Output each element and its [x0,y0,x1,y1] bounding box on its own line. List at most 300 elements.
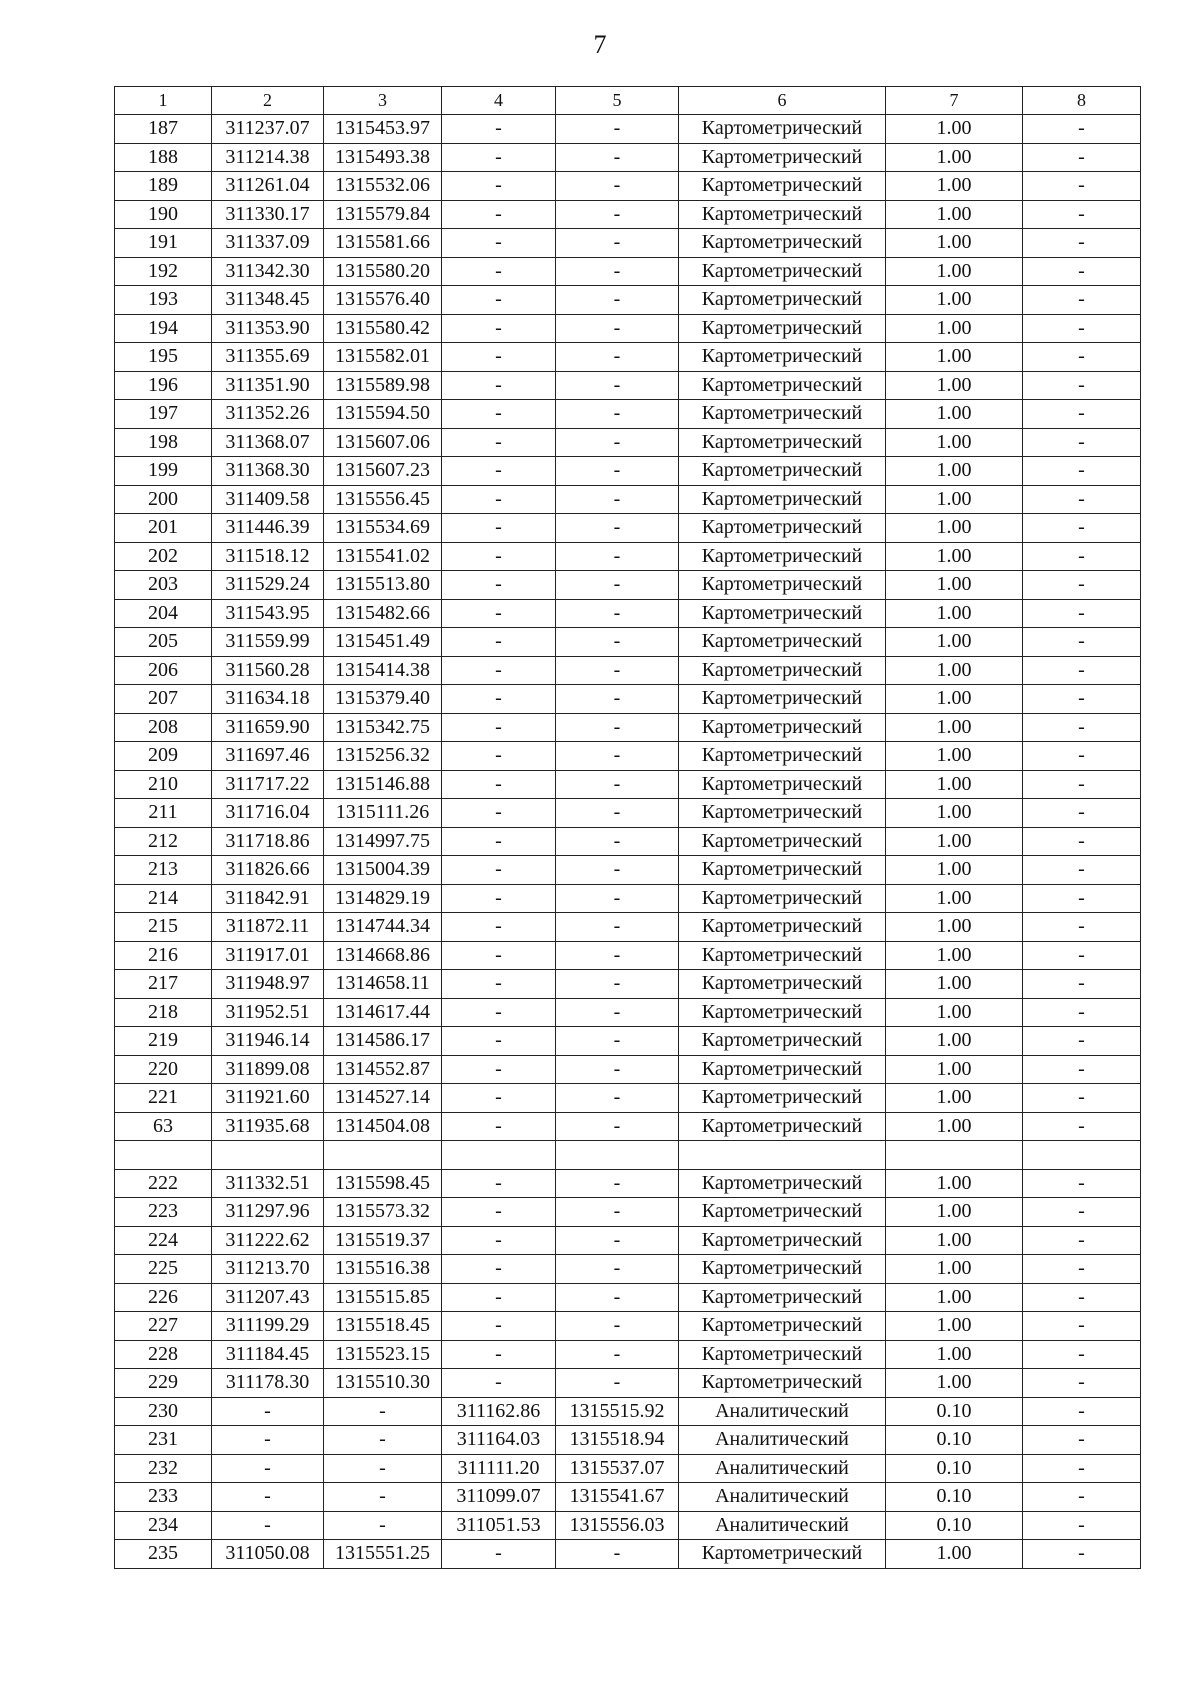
table-cell: 196 [115,371,212,400]
table-row [115,970,1141,999]
table-cell: 215 [115,913,212,942]
table-cell: 1.00 [886,599,1023,628]
table-cell: - [442,1027,556,1056]
table-cell: 203 [115,571,212,600]
table-cell: Аналитический [679,1511,886,1540]
table-cell: 311352.26 [212,400,324,429]
table-cell: - [1023,799,1141,828]
table-row [115,200,1141,229]
table-cell [886,1141,1023,1170]
table-cell: - [1023,514,1141,543]
column-number-2: 2 [212,87,324,115]
table-cell: 311261.04 [212,172,324,201]
table-row [115,571,1141,600]
column-number-3: 3 [324,87,442,115]
table-row [115,913,1141,942]
table-cell: 311948.97 [212,970,324,999]
table-row [115,1255,1141,1284]
table-cell: 1.00 [886,1540,1023,1569]
table-cell: - [442,770,556,799]
table-cell: 1.00 [886,485,1023,514]
table-cell: 1315493.38 [324,143,442,172]
table-cell: 1.00 [886,257,1023,286]
table-cell: 311214.38 [212,143,324,172]
table-cell: 233 [115,1483,212,1512]
table-cell: Картометрический [679,599,886,628]
table-cell: 214 [115,884,212,913]
table-cell: Аналитический [679,1426,886,1455]
table-cell: 311917.01 [212,941,324,970]
table-cell: 212 [115,827,212,856]
table-cell: - [1023,115,1141,144]
table-cell: 193 [115,286,212,315]
table-row [115,656,1141,685]
table-row [115,1112,1141,1141]
table-cell: 1315516.38 [324,1255,442,1284]
table-cell: - [212,1426,324,1455]
table-cell: - [442,913,556,942]
table-cell: 229 [115,1369,212,1398]
table-cell: - [212,1511,324,1540]
table-cell: 311164.03 [442,1426,556,1455]
table-row [115,1397,1141,1426]
table-cell: - [1023,257,1141,286]
table-cell: 225 [115,1255,212,1284]
table-cell: - [1023,1283,1141,1312]
table-cell: 311560.28 [212,656,324,685]
table-cell: 189 [115,172,212,201]
table-cell: - [1023,400,1141,429]
table-cell: 0.10 [886,1426,1023,1455]
table-cell: Аналитический [679,1483,886,1512]
table-cell: Картометрический [679,172,886,201]
table-cell: 311634.18 [212,685,324,714]
table-cell: 1315519.37 [324,1226,442,1255]
table-cell: 1315576.40 [324,286,442,315]
table-cell: - [442,257,556,286]
table-cell: 190 [115,200,212,229]
table-cell: - [556,827,679,856]
column-number-6: 6 [679,87,886,115]
table-cell: 231 [115,1426,212,1455]
table-row [115,1169,1141,1198]
table-cell: 311842.91 [212,884,324,913]
table-cell: Картометрический [679,1027,886,1056]
table-body [115,87,1141,1569]
table-row [115,343,1141,372]
table-cell: 1.00 [886,685,1023,714]
table-row [115,742,1141,771]
table-cell: - [556,143,679,172]
table-cell: - [442,485,556,514]
table-cell: - [1023,172,1141,201]
table-cell: 1.00 [886,286,1023,315]
table-cell: 311529.24 [212,571,324,600]
table-cell: 1.00 [886,713,1023,742]
table-cell: Картометрический [679,1198,886,1227]
table-cell: 311446.39 [212,514,324,543]
table-cell: - [442,371,556,400]
table-row [115,542,1141,571]
table-cell: - [556,770,679,799]
table-cell: Картометрический [679,941,886,970]
table-cell: - [556,970,679,999]
table-cell: 1314552.87 [324,1055,442,1084]
table-cell: - [1023,856,1141,885]
table-cell: - [556,571,679,600]
table-cell: 311826.66 [212,856,324,885]
table-cell [1023,1141,1141,1170]
table-cell: 210 [115,770,212,799]
table-row [115,286,1141,315]
table-cell: - [442,1369,556,1398]
table-cell: 1315556.45 [324,485,442,514]
table-cell: 187 [115,115,212,144]
table-cell: 1315532.06 [324,172,442,201]
table-cell: - [1023,1112,1141,1141]
table-cell: - [1023,1312,1141,1341]
table-cell: 1.00 [886,628,1023,657]
table-cell: 198 [115,428,212,457]
table-cell: 208 [115,713,212,742]
table-cell: 311199.29 [212,1312,324,1341]
table-cell: 188 [115,143,212,172]
table-cell: - [1023,457,1141,486]
table-cell: 1315589.98 [324,371,442,400]
table-cell: Картометрический [679,571,886,600]
table-cell: 228 [115,1340,212,1369]
table-cell: - [556,200,679,229]
table-row [115,1055,1141,1084]
coordinates-table [114,86,1141,1569]
table-cell: 1314586.17 [324,1027,442,1056]
table-row [115,941,1141,970]
table-cell: Картометрический [679,1169,886,1198]
table-cell: 1315256.32 [324,742,442,771]
table-cell: 1.00 [886,1198,1023,1227]
table-cell: 1.00 [886,884,1023,913]
table-header-row [115,87,1141,115]
table-row [115,143,1141,172]
table-cell: Картометрический [679,542,886,571]
table-cell: - [212,1397,324,1426]
table-cell: 1315556.03 [556,1511,679,1540]
table-cell: - [1023,343,1141,372]
table-cell: - [556,343,679,372]
table-cell: 1315579.84 [324,200,442,229]
table-cell: - [1023,685,1141,714]
table-cell: - [556,856,679,885]
table-cell: Картометрический [679,1112,886,1141]
table-cell: - [442,1084,556,1113]
table-cell: 311697.46 [212,742,324,771]
table-cell: - [556,1255,679,1284]
table-cell: - [1023,1255,1141,1284]
table-cell: 192 [115,257,212,286]
table-cell [556,1141,679,1170]
table-cell: - [442,1055,556,1084]
table-cell: Картометрический [679,1084,886,1113]
table-cell: - [442,172,556,201]
table-cell: 1315580.20 [324,257,442,286]
column-number-4: 4 [442,87,556,115]
table-cell: - [442,628,556,657]
table-cell: 311237.07 [212,115,324,144]
table-cell: 1315518.45 [324,1312,442,1341]
table-cell: - [324,1426,442,1455]
table-cell: 311718.86 [212,827,324,856]
table-cell: 201 [115,514,212,543]
table-cell: - [442,1540,556,1569]
table-cell: 1.00 [886,343,1023,372]
table-cell: 223 [115,1198,212,1227]
table-cell: 1314658.11 [324,970,442,999]
table-cell: 218 [115,998,212,1027]
table-cell: Картометрический [679,713,886,742]
table-cell: 1315598.45 [324,1169,442,1198]
table-cell: 311162.86 [442,1397,556,1426]
page-number: 7 [593,30,607,59]
table-cell: - [442,457,556,486]
table-cell: 1.00 [886,770,1023,799]
table-cell: 219 [115,1027,212,1056]
table-cell: 1.00 [886,1369,1023,1398]
table-cell: 202 [115,542,212,571]
table-cell: - [556,457,679,486]
table-cell: - [556,1312,679,1341]
table-cell: - [1023,1169,1141,1198]
table-cell: 1.00 [886,172,1023,201]
table-cell: 0.10 [886,1511,1023,1540]
table-cell: 206 [115,656,212,685]
table-cell: 194 [115,314,212,343]
table-cell: - [556,1226,679,1255]
table-cell: - [556,257,679,286]
table-cell: - [1023,571,1141,600]
table-cell: - [324,1511,442,1540]
table-cell: - [1023,1084,1141,1113]
table-row [115,1454,1141,1483]
table-cell: - [442,599,556,628]
table-cell: - [1023,1397,1141,1426]
table-cell: - [442,286,556,315]
table-cell: 311559.99 [212,628,324,657]
table-cell: 1315518.94 [556,1426,679,1455]
table-cell: 1.00 [886,799,1023,828]
table-cell: - [442,998,556,1027]
table-cell: 1.00 [886,656,1023,685]
table-cell: - [556,1027,679,1056]
table-cell: 195 [115,343,212,372]
table-cell: 222 [115,1169,212,1198]
table-cell: - [556,998,679,1027]
table-cell: 230 [115,1397,212,1426]
table-cell: Картометрический [679,827,886,856]
table-cell: - [556,685,679,714]
table-cell: - [442,1255,556,1284]
table-cell: 1.00 [886,1226,1023,1255]
table-cell: 1315111.26 [324,799,442,828]
table-cell: 197 [115,400,212,429]
table-cell: - [1023,884,1141,913]
table-cell: 234 [115,1511,212,1540]
table-cell: 1.00 [886,371,1023,400]
table-cell: 1.00 [886,457,1023,486]
table-cell: - [442,571,556,600]
table-cell: 1.00 [886,143,1023,172]
table-cell: - [556,599,679,628]
table-cell: 1314829.19 [324,884,442,913]
table-row [115,457,1141,486]
table-cell: 232 [115,1454,212,1483]
table-cell: - [442,1169,556,1198]
table-row [115,514,1141,543]
table-cell: - [1023,941,1141,970]
table-cell: - [212,1483,324,1512]
table-row [115,257,1141,286]
table-cell: 311178.30 [212,1369,324,1398]
table-cell: 1314527.14 [324,1084,442,1113]
column-number-1: 1 [115,87,212,115]
table-cell: Картометрический [679,485,886,514]
table-cell: Картометрический [679,656,886,685]
table-row [115,1369,1141,1398]
table-cell: 311717.22 [212,770,324,799]
table-cell: 216 [115,941,212,970]
table-cell: - [1023,970,1141,999]
table-cell: - [556,1540,679,1569]
table-cell: 311899.08 [212,1055,324,1084]
table-cell: 1314504.08 [324,1112,442,1141]
table-cell: 311935.68 [212,1112,324,1141]
table-row [115,599,1141,628]
table-cell: 1315534.69 [324,514,442,543]
table-cell: - [442,685,556,714]
table-cell: - [442,200,556,229]
table-cell: 1315607.06 [324,428,442,457]
table-row [115,884,1141,913]
table-cell: - [1023,1454,1141,1483]
table-cell: - [556,400,679,429]
table-row [115,1027,1141,1056]
table-cell: 220 [115,1055,212,1084]
table-cell: 311348.45 [212,286,324,315]
table-row [115,799,1141,828]
table-cell: 1315581.66 [324,229,442,258]
table-cell: Картометрический [679,143,886,172]
table-cell: - [556,1283,679,1312]
table-row [115,1141,1141,1170]
table-row [115,229,1141,258]
table-cell: 0.10 [886,1483,1023,1512]
table-cell: - [1023,1369,1141,1398]
table-cell: 311050.08 [212,1540,324,1569]
table-cell: 311716.04 [212,799,324,828]
table-cell: Картометрический [679,428,886,457]
table-cell: - [1023,143,1141,172]
table-row [115,1198,1141,1227]
table-cell: - [1023,628,1141,657]
table-cell: 1.00 [886,514,1023,543]
table-cell: 207 [115,685,212,714]
table-cell: 1.00 [886,1055,1023,1084]
table-cell: - [1023,770,1141,799]
table-cell: 311351.90 [212,371,324,400]
table-row [115,1283,1141,1312]
table-cell: 1.00 [886,1255,1023,1284]
table-cell: - [442,514,556,543]
table-cell: 205 [115,628,212,657]
column-number-8: 8 [1023,87,1141,115]
table-cell: - [442,400,556,429]
table-cell: 1315551.25 [324,1540,442,1569]
table-cell: Картометрический [679,998,886,1027]
table-cell: - [442,799,556,828]
table-cell: 1.00 [886,913,1023,942]
table-cell: - [442,884,556,913]
table-cell: - [212,1454,324,1483]
table-cell: 311332.51 [212,1169,324,1198]
table-cell: Картометрический [679,970,886,999]
table-cell: Картометрический [679,457,886,486]
table-cell: - [324,1483,442,1512]
table-cell: 1.00 [886,571,1023,600]
table-row [115,1084,1141,1113]
table-cell: 1315482.66 [324,599,442,628]
table-cell: - [442,742,556,771]
table-cell: Картометрический [679,1369,886,1398]
table-cell: 311659.90 [212,713,324,742]
table-cell: 1315541.67 [556,1483,679,1512]
table-cell: 1314617.44 [324,998,442,1027]
table-cell: Картометрический [679,229,886,258]
table-cell: 311342.30 [212,257,324,286]
table-cell: 311353.90 [212,314,324,343]
table-cell: - [556,172,679,201]
column-number-7: 7 [886,87,1023,115]
table-cell: Картометрический [679,685,886,714]
table-cell: 1315582.01 [324,343,442,372]
table-cell: 311368.30 [212,457,324,486]
table-cell: Картометрический [679,1540,886,1569]
table-cell: 204 [115,599,212,628]
table-cell: - [442,1226,556,1255]
table-cell: - [556,1055,679,1084]
table-cell: 1.00 [886,542,1023,571]
table-cell: 311872.11 [212,913,324,942]
table-cell: Картометрический [679,913,886,942]
table-cell: 311518.12 [212,542,324,571]
table-cell: 1315513.80 [324,571,442,600]
table-cell: Картометрический [679,200,886,229]
table-cell: - [442,229,556,258]
table-cell: 311207.43 [212,1283,324,1312]
table-row [115,628,1141,657]
table-cell: - [1023,1483,1141,1512]
table-cell: - [1023,485,1141,514]
table-cell: - [442,343,556,372]
table-cell: 1.00 [886,970,1023,999]
table-cell [442,1141,556,1170]
table-cell: 199 [115,457,212,486]
table-cell: Аналитический [679,1397,886,1426]
table-cell: 1315379.40 [324,685,442,714]
table-cell: Картометрический [679,343,886,372]
table-cell: - [556,628,679,657]
table-cell: 1315537.07 [556,1454,679,1483]
table-cell: - [442,143,556,172]
table-cell: Картометрический [679,314,886,343]
